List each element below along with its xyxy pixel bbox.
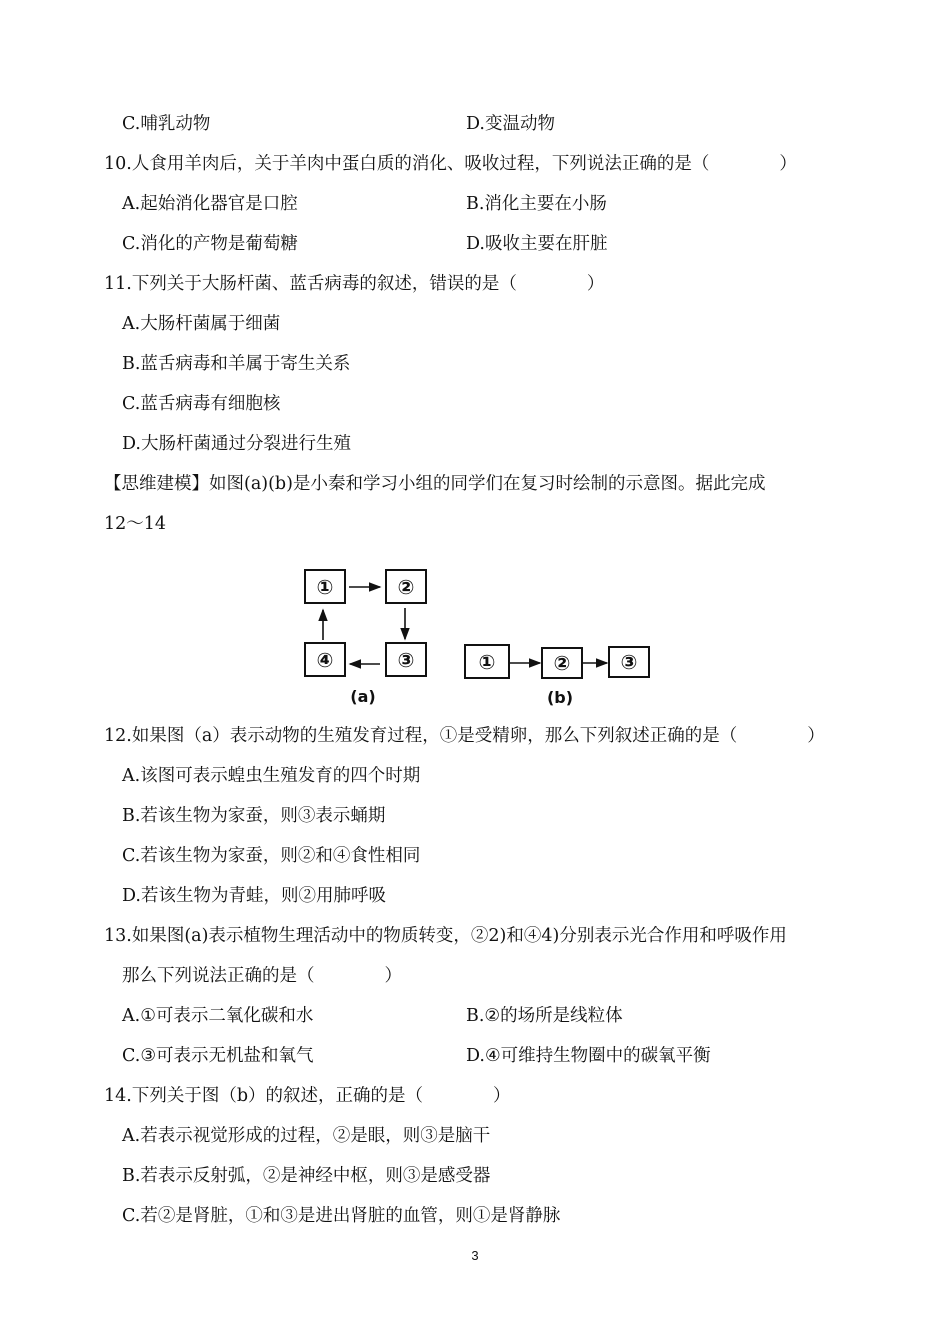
q9-option-c: C.哺乳动物 [122, 114, 211, 134]
question-12: 12.如果图（a）表示动物的生殖发育过程，①是受精卵，那么下列叙述正确的是（ ） [104, 726, 825, 746]
q10-option-b: B.消化主要在小肠 [466, 194, 607, 214]
node-a3: ③ [397, 648, 415, 672]
question-10: 10.人食用羊肉后，关于羊肉中蛋白质的消化、吸收过程，下列说法正确的是（ ） [104, 154, 797, 174]
q11-option-a: A.大肠杆菌属于细菌 [122, 314, 281, 334]
q10-option-d: D.吸收主要在肝脏 [466, 234, 608, 254]
q14-option-b: B.若表示反射弧，②是神经中枢，则③是感受器 [122, 1166, 491, 1186]
q12-option-c: C.若该生物为家蚕，则②和④食性相同 [122, 846, 421, 866]
q13-option-b: B.②的场所是线粒体 [466, 1006, 623, 1026]
node-b2: ② [553, 651, 571, 675]
question-11: 11.下列关于大肠杆菌、蓝舌病毒的叙述，错误的是（ ） [104, 274, 605, 294]
node-b1: ① [478, 650, 496, 674]
node-a1: ① [316, 575, 334, 599]
q13-option-a: A.①可表示二氧化碳和水 [122, 1006, 314, 1026]
section-intro-range: 12～14 [104, 514, 167, 534]
q12-option-d: D.若该生物为青蛙，则②用肺呼吸 [122, 886, 386, 906]
page-number: 3 [471, 1248, 479, 1263]
q13-option-c: C.③可表示无机盐和氧气 [122, 1046, 314, 1066]
q10-option-a: A.起始消化器官是口腔 [122, 194, 298, 214]
flow-diagram [290, 560, 660, 710]
question-13-cont: 那么下列说法正确的是（ ） [122, 966, 402, 986]
section-intro: 【思维建模】如图(a)(b)是小秦和学习小组的同学们在复习时绘制的示意图。据此完成 [104, 474, 766, 494]
node-b3: ③ [620, 650, 638, 674]
q13-option-d: D.④可维持生物圈中的碳氧平衡 [466, 1046, 711, 1066]
q12-option-a: A.该图可表示蝗虫生殖发育的四个时期 [122, 766, 421, 786]
q11-option-b: B.蓝舌病毒和羊属于寄生关系 [122, 354, 351, 374]
q11-option-c: C.蓝舌病毒有细胞核 [122, 394, 281, 414]
node-a2: ② [397, 575, 415, 599]
node-a4: ④ [316, 648, 334, 672]
q11-option-d: D.大肠杆菌通过分裂进行生殖 [122, 434, 351, 454]
question-14: 14.下列关于图（b）的叙述，正确的是（ ） [104, 1086, 511, 1106]
q12-option-b: B.若该生物为家蚕，则③表示蛹期 [122, 806, 386, 826]
q14-option-c: C.若②是肾脏，①和③是进出肾脏的血管，则①是肾静脉 [122, 1206, 561, 1226]
question-13: 13.如果图(a)表示植物生理活动中的物质转变，②2)和④4)分别表示光合作用和呼吸作用 [104, 926, 787, 946]
q10-option-c: C.消化的产物是葡萄糖 [122, 234, 298, 254]
label-b: (b) [546, 688, 574, 707]
q14-option-a: A.若表示视觉形成的过程，②是眼，则③是脑干 [122, 1126, 491, 1146]
q9-option-d: D.变温动物 [466, 114, 555, 134]
label-a: (a) [350, 687, 376, 706]
